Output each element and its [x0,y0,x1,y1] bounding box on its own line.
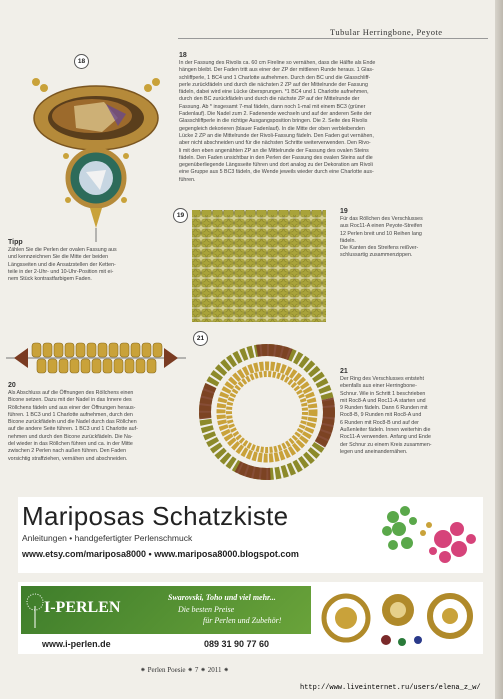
ad-slogan-line-1: Swarovski, Toho und viel mehr... [168,593,276,602]
ad-slogan-line-2: Die besten Preise [178,605,235,614]
ad-url: www.i-perlen.de [42,639,111,649]
step-21-number: 21 [340,368,348,375]
step-20-number: 20 [8,382,16,389]
jewelry-findings-icon [316,586,480,652]
step-19-text: Für das Röllchen des Verschlusses aus Roc11-A einen Peyote-Streifen 12 Perlen breit und 10 Reihen lang fädeln. Die Kanten des Streifens reißver- schlussartig zusammenzippen. [340,216,423,259]
section-header: Tubular Herringbone, Peyote [330,27,443,37]
ad-urls: www.etsy.com/mariposa8000 • www.mariposa8000.blogspot.com [22,549,299,559]
tip-title: Tipp [8,239,23,246]
tip-text: Zählen Sie die Perlen der ovalen Fassung aus und kennzeichnen Sie die Mitte der beiden Längsseiten und die Ansatzstellen der Ketten- teile in der 2-Uhr- und 10-Uhr-Position mit ei- nem Stück kontrastfarbigem Faden. [8,247,117,283]
source-watermark: http://www.liveinternet.ru/users/elena_z_w/ [300,684,481,692]
ad-phone: 089 31 90 77 60 [204,639,270,649]
mariposas-advertisement [18,497,483,573]
ad-slogan-line-3: für Perlen und Zubehör! [203,616,282,625]
butterfly-bead-motif-icon [373,499,481,571]
figure-21-ring-illustration [192,330,342,490]
step-19-number: 19 [340,208,348,215]
figure-20-clasp-roll-illustration [6,335,186,381]
page-gutter-shadow [495,0,503,699]
ad-subtitle: Anleitungen • handgefertigter Perlenschmuck [22,533,193,543]
page-footer: ⁕ Perlen Poesie ⁕ 7 ⁕ 2011 ⁕ [140,666,230,674]
ad-brand-name: Mariposas Schatzkiste [22,501,289,531]
i-perlen-advertisement [18,582,483,654]
figure-number-21: 21 [193,331,208,346]
header-rule [178,38,488,39]
i-perlen-logo-text: I-PERLEN [44,599,121,616]
step-20-text: Als Abschluss auf die Öffnungen des Röllchens einen Bicone setzen. Dazu mit der Nadel in das Innere des Röllchens fädeln und aus einer der Öffnungen heraus- führen. 1 BC3 und 1 Charlotte aufnehmen, durch den Bicone zurückfädeln und die Nadel durch das Röllchen auf die andere Seite führen. 1 BC3 und 1 Charlotte auf- nehmen und durch den Bicone zurückfädeln. Die Na- del wieder in das Röllchen führen und ca. in der Mitte zwischen 2 Perlen nach außen führen. Den Faden vorsichtig straffziehen, vernähen und abschneiden. [8,390,138,462]
figure-19-peyote-strip-illustration [190,208,330,328]
step-18-text: In der Fassung des Rivolis ca. 60 cm Fireline so vernähen, dass die Hälfte als Ende hängen bleibt. Der Faden tritt aus einer der ZP der mittleren Runde heraus. 1 Glas- schliffperle, 1 BC4 und 1 Charlotte aufnehmen. Durch den BC und die Glasschliff- perle zurückfädeln und durch die nächsten 2 ZP auf der Mittelrunde der Fassung fädeln, dabei wird eine Lücke übersprungen. *1 BC4 und 1 Charlotte aufnehmen, durch den BC zurückfädeln und durch die nächste ZP auf der Mittelrunde der Fassung. Ab * insgesamt 7-mal fädeln, dann noch 1-mal mit einem BC3 (grüner Fadenlauf). Die Nadel zum 2. Fadenende wechseln und auf der anderen Seite der Glasschliffperle in die richtige Ausgangsposition bringen. Die 2. Seite des Rivolis gegengleich dekorieren (blauer Fadenlauf). In die Mitte der oben verbleibenden Lücke 2 ZP an die Mittelrunde der Rivoli-Fassung fädeln. Den Faden gut vernähen, aber nicht abschneiden und für die nächsten Schritte weiterverwenden. Den Rivo- li mit den eben angenähten ZP an die Mittelrunde der Fassung des ovalen Steins fädeln. Den Faden unsichtbar in den Perlen der Fassung des ovalen Steins auf die gegenüberliegende Längsseite führen und dort analog zu der Dekoration am Rivoli eine Gruppe aus 5 BC3 fädeln, die Wende jeweils wieder durch eine Charlotte aus- führen. [179,60,376,183]
figure-number-18: 18 [74,54,89,69]
dandelion-logo-icon [24,592,46,628]
figure-number-19: 19 [173,208,188,223]
figure-18-pendant-illustration [14,66,174,246]
step-18-number: 18 [179,52,187,59]
step-21-text: Der Ring des Verschlusses entsteht ebenfalls aus einer Herringbone- Schnur. Wie in Schritt 1 beschrieben mit Roc8-A und Roc11-A starten und 9 Runden fädeln. Dann 6 Runden mit Roc8-B, 9 Runden mit Roc8-A und 6 Runden mit Roc8-B und auf der Außenleiter fädeln. Innen weiterhin die Roc11-A verwenden. Anfang und Ende der Schnur zu einem Kreis zusammen- legen und aneinandernähen. [340,376,432,455]
